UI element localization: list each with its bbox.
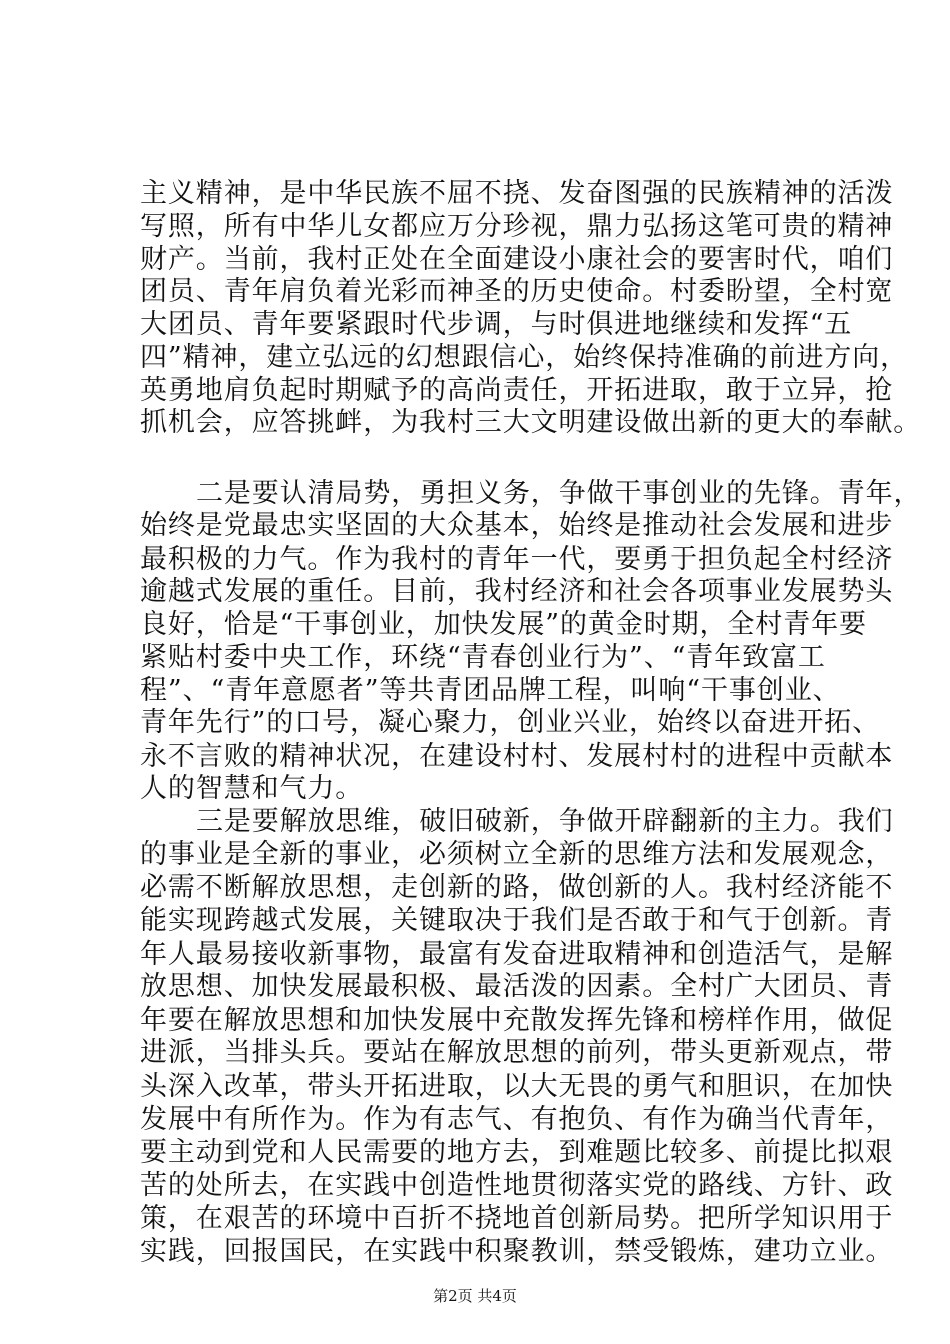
text-line: 逾越式发展的重任。目前，我村经济和社会各项事业发展势头 <box>140 576 894 607</box>
text-line: 抓机会，应答挑衅，为我村三大文明建设做出新的更大的奉献。 <box>140 407 922 438</box>
text-line: 能实现跨越式发展，关键取决于我们是否敢于和气于创新。青 <box>140 905 894 936</box>
page-number-footer: 第2页 共4页 <box>433 1287 517 1305</box>
paragraph-first-line: 三是要解放思维，破旧破新，争做开辟翻新的主力。我们 <box>196 806 894 837</box>
text-line: 年人最易接收新事物，最富有发奋进取精神和创造活气，是解 <box>140 939 894 970</box>
text-line: 策，在艰苦的环境中百折不挠地首创新局势。把所学知识用于 <box>140 1203 894 1234</box>
text-line: 进派，当排头兵。要站在解放思想的前列，带头更新观点，带 <box>140 1037 894 1068</box>
text-line: 紧贴村委中央工作，环绕“青春创业行为”、“青年致富工 <box>140 642 826 673</box>
text-line: 主义精神，是中华民族不屈不挠、发奋图强的民族精神的活泼 <box>140 178 894 209</box>
text-line: 财产。当前，我村正处在全面建设小康社会的要害时代，咱们 <box>140 244 894 275</box>
text-line: 四”精神，建立弘远的幻想跟信心，始终保持准确的前进方向， <box>140 342 909 373</box>
text-line: 青年先行”的口号，凝心聚力，创业兴业，始终以奋进开拓、 <box>140 707 881 738</box>
text-line: 大团员、青年要紧跟时代步调，与时俱进地继续和发挥“五 <box>140 309 853 340</box>
text-line: 始终是党最忠实坚固的大众基本，始终是推动社会发展和进步 <box>140 510 894 541</box>
paragraph-first-line: 二是要认清局势，勇担义务，争做干事创业的先锋。青年， <box>196 478 922 509</box>
text-line: 发展中有所作为。作为有志气、有抱负、有作为确当代青年， <box>140 1104 894 1135</box>
text-line: 放思想、加快发展最积极、最活泼的因素。全村广大团员、青 <box>140 971 894 1002</box>
text-line: 英勇地肩负起时期赋予的高尚责任，开拓进取，敢于立异，抢 <box>140 375 894 406</box>
text-line: 必需不断解放思想，走创新的路，做创新的人。我村经济能不 <box>140 872 894 903</box>
text-line: 苦的处所去，在实践中创造性地贯彻落实党的路线、方针、政 <box>140 1170 894 1201</box>
text-line: 年要在解放思想和加快发展中充散发挥先锋和榜样作用，做促 <box>140 1005 894 1036</box>
text-line: 程”、“青年意愿者”等共青团品牌工程，叫响“干事创业、 <box>140 675 841 706</box>
text-line: 良好，恰是“干事创业，加快发展”的黄金时期，全村青年要 <box>140 609 867 640</box>
text-line: 头深入改革，带头开拓进取，以大无畏的勇气和胆识，在加快 <box>140 1071 894 1102</box>
text-line: 的事业是全新的事业，必须树立全新的思维方法和发展观念， <box>140 839 894 870</box>
text-line: 永不言败的精神状况，在建设村村、发展村村的进程中贡献本 <box>140 741 894 772</box>
text-line: 团员、青年肩负着光彩而神圣的历史使命。村委盼望，全村宽 <box>140 276 894 307</box>
text-line: 写照，所有中华儿女都应万分珍视，鼎力弘扬这笔可贵的精神 <box>140 211 894 242</box>
text-line: 要主动到党和人民需要的地方去，到难题比较多、前提比拟艰 <box>140 1137 894 1168</box>
text-line: 人的智慧和气力。 <box>140 773 364 804</box>
text-line: 最积极的力气。作为我村的青年一代，要勇于担负起全村经济 <box>140 544 894 575</box>
text-line: 实践，回报国民，在实践中积聚教训，禁受锻炼，建功立业。 <box>140 1236 894 1267</box>
